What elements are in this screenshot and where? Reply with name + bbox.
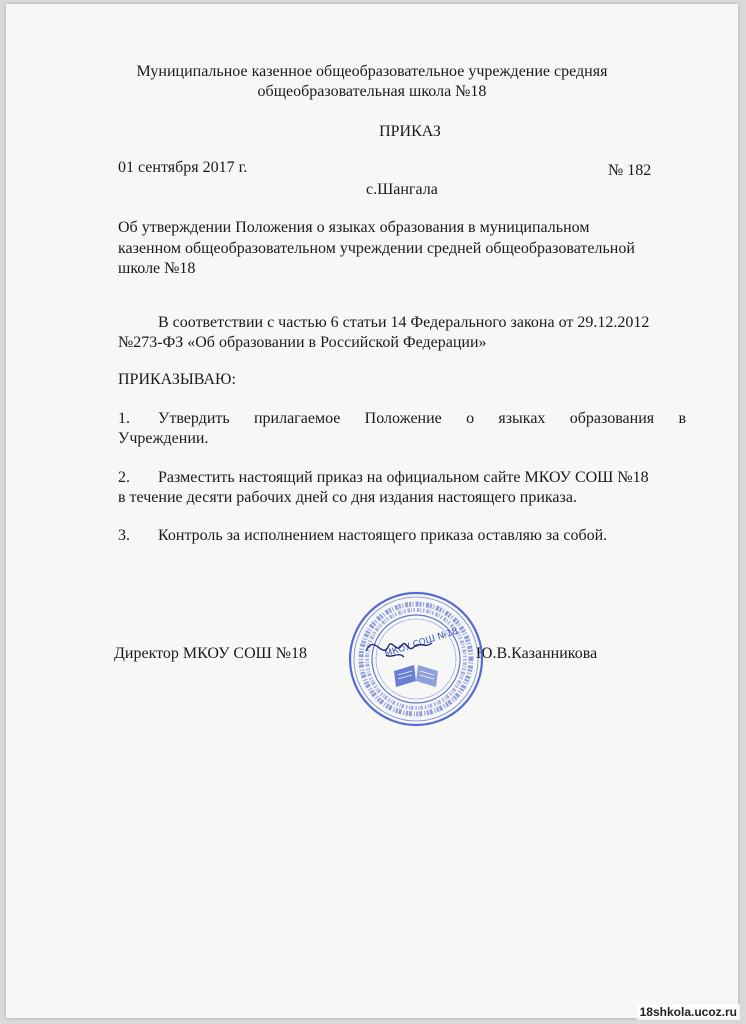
item-2-line2: в течение десяти рабочих дней со дня издания настоящего приказа. [118, 489, 577, 506]
org-name-line2: общеобразовательная школа №18 [257, 83, 487, 100]
document-page [6, 4, 738, 1018]
subject-line1: Об утверждении Положения о языках образования в муниципальном [118, 219, 590, 236]
order-date: 01 сентября 2017 г. [118, 159, 248, 176]
item-1-number: 1. [118, 410, 130, 427]
subject-line2: казенном общеобразовательном учреждении средней общеобразовательной [118, 240, 635, 257]
preamble-line2: №273-ФЗ «Об образовании в Российской Федерации» [118, 334, 487, 351]
preamble-line1: В соответствии с частью 6 статьи 14 Федерального закона от 29.12.2012 [158, 314, 650, 331]
item-3-number: 3. [118, 527, 130, 544]
stamp-center-text: МКОУ СОШ №18 [383, 626, 460, 660]
item-2-number: 2. [118, 469, 130, 486]
document-title: ПРИКАЗ [379, 123, 441, 140]
subject-line3: школе №18 [118, 260, 196, 277]
item-1-line2: Учреждении. [118, 430, 209, 447]
item-3-line1: Контроль за исполнением настоящего приказа оставляю за собой. [158, 527, 608, 544]
signatory-name: Ю.В.Казанникова [476, 645, 598, 662]
item-1-line1: Утвердить прилагаемое Положение о языках образования в [158, 410, 686, 427]
official-stamp [346, 589, 486, 729]
order-word: ПРИКАЗЫВАЮ: [118, 371, 236, 388]
org-name-line1: Муниципальное казенное общеобразовательное учреждение средняя [136, 63, 608, 80]
item-2-line1: Разместить настоящий приказ на официальном сайте МКОУ СОШ №18 [158, 469, 649, 486]
order-number: № 182 [608, 162, 652, 179]
site-watermark: 18shkola.ucoz.ru [637, 1004, 740, 1020]
signatory-position: Директор МКОУ СОШ №18 [114, 645, 308, 662]
order-place: с.Шангала [366, 181, 438, 198]
